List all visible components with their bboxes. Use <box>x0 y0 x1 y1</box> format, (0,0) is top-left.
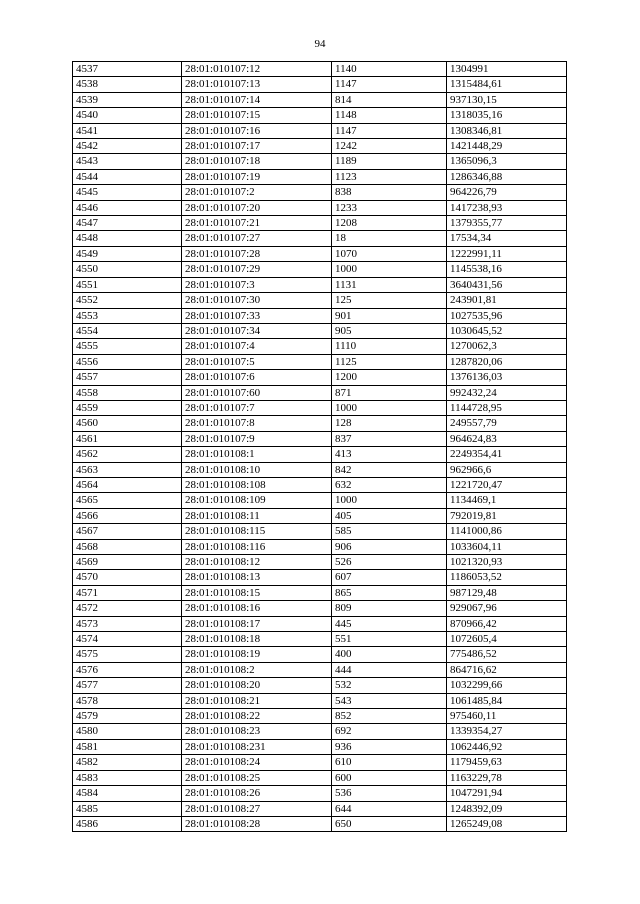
area-cell: 128 <box>332 416 447 431</box>
table-row <box>73 739 567 754</box>
table-row <box>73 539 567 554</box>
area-cell: 1147 <box>332 123 447 138</box>
row-number-cell: 4562 <box>73 447 182 462</box>
value-cell: 1421448,29 <box>447 139 567 154</box>
value-cell: 2249354,41 <box>447 447 567 462</box>
cadastral-number-cell: 28:01:010107:4 <box>182 339 332 354</box>
area-cell: 814 <box>332 92 447 107</box>
value-cell: 962966,6 <box>447 462 567 477</box>
row-number-cell: 4572 <box>73 601 182 616</box>
value-cell: 1033604,11 <box>447 539 567 554</box>
table-row <box>73 431 567 446</box>
cadastral-number-cell: 28:01:010108:2 <box>182 662 332 677</box>
cadastral-number-cell: 28:01:010107:9 <box>182 431 332 446</box>
page-number: 94 <box>314 38 326 50</box>
cadastral-number-cell: 28:01:010108:1 <box>182 447 332 462</box>
area-cell: 1125 <box>332 354 447 369</box>
cadastral-number-cell: 28:01:010108:10 <box>182 462 332 477</box>
value-cell: 1061485,84 <box>447 693 567 708</box>
row-number-cell: 4573 <box>73 616 182 631</box>
cadastral-number-cell: 28:01:010107:30 <box>182 293 332 308</box>
value-cell: 1417238,93 <box>447 200 567 215</box>
table-row <box>73 724 567 739</box>
row-number-cell: 4537 <box>73 62 182 77</box>
area-cell: 1070 <box>332 246 447 261</box>
value-cell: 1270062,3 <box>447 339 567 354</box>
cadastral-number-cell: 28:01:010107:15 <box>182 108 332 123</box>
table-row <box>73 62 567 77</box>
value-cell: 1265249,08 <box>447 816 567 831</box>
value-cell: 1315484,61 <box>447 77 567 92</box>
cadastral-number-cell: 28:01:010108:108 <box>182 477 332 492</box>
table-row <box>73 108 567 123</box>
table-row <box>73 555 567 570</box>
area-cell: 536 <box>332 786 447 801</box>
row-number-cell: 4551 <box>73 277 182 292</box>
value-cell: 1222991,11 <box>447 246 567 261</box>
row-number-cell: 4540 <box>73 108 182 123</box>
value-cell: 1072605,4 <box>447 632 567 647</box>
row-number-cell: 4568 <box>73 539 182 554</box>
cadastral-number-cell: 28:01:010108:12 <box>182 555 332 570</box>
row-number-cell: 4564 <box>73 477 182 492</box>
cadastral-number-cell: 28:01:010108:15 <box>182 585 332 600</box>
cadastral-number-cell: 28:01:010108:26 <box>182 786 332 801</box>
table-row <box>73 231 567 246</box>
row-number-cell: 4563 <box>73 462 182 477</box>
table-row <box>73 662 567 677</box>
value-cell: 1287820,06 <box>447 354 567 369</box>
row-number-cell: 4553 <box>73 308 182 323</box>
area-cell: 1000 <box>332 493 447 508</box>
row-number-cell: 4538 <box>73 77 182 92</box>
value-cell: 243901,81 <box>447 293 567 308</box>
table-row <box>73 678 567 693</box>
value-cell: 975460,11 <box>447 709 567 724</box>
value-cell: 1248392,09 <box>447 801 567 816</box>
value-cell: 1308346,81 <box>447 123 567 138</box>
cadastral-number-cell: 28:01:010107:6 <box>182 370 332 385</box>
cadastral-number-cell: 28:01:010108:22 <box>182 709 332 724</box>
table-row <box>73 693 567 708</box>
row-number-cell: 4549 <box>73 246 182 261</box>
row-number-cell: 4581 <box>73 739 182 754</box>
cadastral-number-cell: 28:01:010107:2 <box>182 185 332 200</box>
row-number-cell: 4584 <box>73 786 182 801</box>
row-number-cell: 4547 <box>73 216 182 231</box>
cadastral-number-cell: 28:01:010107:17 <box>182 139 332 154</box>
cadastral-number-cell: 28:01:010107:16 <box>182 123 332 138</box>
value-cell: 775486,52 <box>447 647 567 662</box>
table-row <box>73 293 567 308</box>
area-cell: 1200 <box>332 370 447 385</box>
cadastral-number-cell: 28:01:010107:29 <box>182 262 332 277</box>
area-cell: 607 <box>332 570 447 585</box>
value-cell: 864716,62 <box>447 662 567 677</box>
cadastral-number-cell: 28:01:010108:116 <box>182 539 332 554</box>
cadastral-number-cell: 28:01:010107:20 <box>182 200 332 215</box>
table-row <box>73 770 567 785</box>
row-number-cell: 4539 <box>73 92 182 107</box>
area-cell: 600 <box>332 770 447 785</box>
value-cell: 1163229,78 <box>447 770 567 785</box>
value-cell: 1179459,63 <box>447 755 567 770</box>
area-cell: 413 <box>332 447 447 462</box>
area-cell: 1140 <box>332 62 447 77</box>
cadastral-number-cell: 28:01:010108:17 <box>182 616 332 631</box>
value-cell: 1141000,86 <box>447 524 567 539</box>
row-number-cell: 4550 <box>73 262 182 277</box>
row-number-cell: 4580 <box>73 724 182 739</box>
table-row <box>73 524 567 539</box>
table-row <box>73 339 567 354</box>
table-row <box>73 632 567 647</box>
table-row <box>73 169 567 184</box>
area-cell: 1000 <box>332 262 447 277</box>
area-cell: 809 <box>332 601 447 616</box>
table-row <box>73 216 567 231</box>
area-cell: 905 <box>332 323 447 338</box>
area-cell: 901 <box>332 308 447 323</box>
area-cell: 1110 <box>332 339 447 354</box>
cadastral-number-cell: 28:01:010107:19 <box>182 169 332 184</box>
area-cell: 838 <box>332 185 447 200</box>
table-row <box>73 647 567 662</box>
table-row <box>73 370 567 385</box>
value-cell: 1021320,93 <box>447 555 567 570</box>
table-row <box>73 786 567 801</box>
table-row <box>73 262 567 277</box>
row-number-cell: 4574 <box>73 632 182 647</box>
value-cell: 1134469,1 <box>447 493 567 508</box>
cadastral-number-cell: 28:01:010107:14 <box>182 92 332 107</box>
area-cell: 585 <box>332 524 447 539</box>
table-row <box>73 92 567 107</box>
cadastral-number-cell: 28:01:010107:5 <box>182 354 332 369</box>
cadastral-number-cell: 28:01:010108:18 <box>182 632 332 647</box>
value-cell: 3640431,56 <box>447 277 567 292</box>
row-number-cell: 4558 <box>73 385 182 400</box>
table-row <box>73 416 567 431</box>
cadastral-number-cell: 28:01:010107:3 <box>182 277 332 292</box>
value-cell: 987129,48 <box>447 585 567 600</box>
table-row <box>73 400 567 415</box>
cadastral-number-cell: 28:01:010108:16 <box>182 601 332 616</box>
value-cell: 1376136,03 <box>447 370 567 385</box>
area-cell: 692 <box>332 724 447 739</box>
value-cell: 17534,34 <box>447 231 567 246</box>
area-cell: 18 <box>332 231 447 246</box>
table-row <box>73 477 567 492</box>
table-row <box>73 139 567 154</box>
area-cell: 1242 <box>332 139 447 154</box>
cadastral-number-cell: 28:01:010108:25 <box>182 770 332 785</box>
value-cell: 870966,42 <box>447 616 567 631</box>
table-row <box>73 447 567 462</box>
cadastral-number-cell: 28:01:010108:231 <box>182 739 332 754</box>
cadastral-table <box>72 61 567 832</box>
area-cell: 1147 <box>332 77 447 92</box>
row-number-cell: 4577 <box>73 678 182 693</box>
row-number-cell: 4548 <box>73 231 182 246</box>
row-number-cell: 4544 <box>73 169 182 184</box>
value-cell: 1379355,77 <box>447 216 567 231</box>
cadastral-number-cell: 28:01:010107:13 <box>182 77 332 92</box>
value-cell: 1030645,52 <box>447 323 567 338</box>
cadastral-number-cell: 28:01:010107:18 <box>182 154 332 169</box>
table-row <box>73 277 567 292</box>
row-number-cell: 4543 <box>73 154 182 169</box>
table-body <box>73 62 567 832</box>
value-cell: 992432,24 <box>447 385 567 400</box>
row-number-cell: 4567 <box>73 524 182 539</box>
table-row <box>73 616 567 631</box>
value-cell: 1286346,88 <box>447 169 567 184</box>
cadastral-number-cell: 28:01:010107:21 <box>182 216 332 231</box>
area-cell: 1123 <box>332 169 447 184</box>
area-cell: 445 <box>332 616 447 631</box>
row-number-cell: 4542 <box>73 139 182 154</box>
table-row <box>73 601 567 616</box>
area-cell: 551 <box>332 632 447 647</box>
table-row <box>73 801 567 816</box>
value-cell: 1144728,95 <box>447 400 567 415</box>
row-number-cell: 4569 <box>73 555 182 570</box>
row-number-cell: 4570 <box>73 570 182 585</box>
row-number-cell: 4560 <box>73 416 182 431</box>
value-cell: 1145538,16 <box>447 262 567 277</box>
value-cell: 1221720,47 <box>447 477 567 492</box>
cadastral-number-cell: 28:01:010108:21 <box>182 693 332 708</box>
value-cell: 249557,79 <box>447 416 567 431</box>
area-cell: 837 <box>332 431 447 446</box>
cadastral-number-cell: 28:01:010107:27 <box>182 231 332 246</box>
table-row <box>73 185 567 200</box>
row-number-cell: 4582 <box>73 755 182 770</box>
row-number-cell: 4552 <box>73 293 182 308</box>
row-number-cell: 4565 <box>73 493 182 508</box>
row-number-cell: 4571 <box>73 585 182 600</box>
value-cell: 1186053,52 <box>447 570 567 585</box>
row-number-cell: 4576 <box>73 662 182 677</box>
cadastral-number-cell: 28:01:010108:24 <box>182 755 332 770</box>
table-row <box>73 585 567 600</box>
row-number-cell: 4554 <box>73 323 182 338</box>
cadastral-number-cell: 28:01:010108:109 <box>182 493 332 508</box>
cadastral-number-cell: 28:01:010108:115 <box>182 524 332 539</box>
row-number-cell: 4578 <box>73 693 182 708</box>
area-cell: 632 <box>332 477 447 492</box>
row-number-cell: 4541 <box>73 123 182 138</box>
row-number-cell: 4566 <box>73 508 182 523</box>
value-cell: 1027535,96 <box>447 308 567 323</box>
table-row <box>73 354 567 369</box>
area-cell: 1148 <box>332 108 447 123</box>
cadastral-number-cell: 28:01:010108:11 <box>182 508 332 523</box>
area-cell: 1233 <box>332 200 447 215</box>
table-row <box>73 308 567 323</box>
row-number-cell: 4545 <box>73 185 182 200</box>
area-cell: 871 <box>332 385 447 400</box>
area-cell: 610 <box>332 755 447 770</box>
area-cell: 650 <box>332 816 447 831</box>
table-row <box>73 493 567 508</box>
area-cell: 125 <box>332 293 447 308</box>
cadastral-number-cell: 28:01:010107:34 <box>182 323 332 338</box>
row-number-cell: 4586 <box>73 816 182 831</box>
table-row <box>73 709 567 724</box>
row-number-cell: 4579 <box>73 709 182 724</box>
value-cell: 1365096,3 <box>447 154 567 169</box>
value-cell: 929067,96 <box>447 601 567 616</box>
cadastral-number-cell: 28:01:010107:33 <box>182 308 332 323</box>
cadastral-number-cell: 28:01:010108:20 <box>182 678 332 693</box>
area-cell: 906 <box>332 539 447 554</box>
row-number-cell: 4561 <box>73 431 182 446</box>
cadastral-number-cell: 28:01:010108:19 <box>182 647 332 662</box>
table-row <box>73 123 567 138</box>
row-number-cell: 4575 <box>73 647 182 662</box>
area-cell: 936 <box>332 739 447 754</box>
cadastral-number-cell: 28:01:010107:12 <box>182 62 332 77</box>
area-cell: 1208 <box>332 216 447 231</box>
area-cell: 865 <box>332 585 447 600</box>
row-number-cell: 4556 <box>73 354 182 369</box>
area-cell: 400 <box>332 647 447 662</box>
area-cell: 532 <box>332 678 447 693</box>
area-cell: 842 <box>332 462 447 477</box>
value-cell: 937130,15 <box>447 92 567 107</box>
table-row <box>73 462 567 477</box>
table-row <box>73 755 567 770</box>
table-row <box>73 816 567 831</box>
area-cell: 444 <box>332 662 447 677</box>
value-cell: 1339354,27 <box>447 724 567 739</box>
row-number-cell: 4559 <box>73 400 182 415</box>
cadastral-number-cell: 28:01:010108:27 <box>182 801 332 816</box>
table-row <box>73 508 567 523</box>
table-row <box>73 77 567 92</box>
row-number-cell: 4546 <box>73 200 182 215</box>
value-cell: 1318035,16 <box>447 108 567 123</box>
value-cell: 1304991 <box>447 62 567 77</box>
cadastral-number-cell: 28:01:010108:28 <box>182 816 332 831</box>
row-number-cell: 4585 <box>73 801 182 816</box>
row-number-cell: 4583 <box>73 770 182 785</box>
value-cell: 1047291,94 <box>447 786 567 801</box>
area-cell: 405 <box>332 508 447 523</box>
table-row <box>73 385 567 400</box>
area-cell: 852 <box>332 709 447 724</box>
value-cell: 964624,83 <box>447 431 567 446</box>
area-cell: 644 <box>332 801 447 816</box>
table-row <box>73 570 567 585</box>
area-cell: 526 <box>332 555 447 570</box>
area-cell: 1131 <box>332 277 447 292</box>
value-cell: 1032299,66 <box>447 678 567 693</box>
row-number-cell: 4555 <box>73 339 182 354</box>
area-cell: 1189 <box>332 154 447 169</box>
cadastral-number-cell: 28:01:010108:23 <box>182 724 332 739</box>
cadastral-number-cell: 28:01:010107:60 <box>182 385 332 400</box>
value-cell: 964226,79 <box>447 185 567 200</box>
cadastral-number-cell: 28:01:010108:13 <box>182 570 332 585</box>
area-cell: 1000 <box>332 400 447 415</box>
table-row <box>73 154 567 169</box>
table-row <box>73 246 567 261</box>
cadastral-number-cell: 28:01:010107:28 <box>182 246 332 261</box>
cadastral-number-cell: 28:01:010107:8 <box>182 416 332 431</box>
row-number-cell: 4557 <box>73 370 182 385</box>
table-row <box>73 200 567 215</box>
value-cell: 792019,81 <box>447 508 567 523</box>
cadastral-number-cell: 28:01:010107:7 <box>182 400 332 415</box>
table-row <box>73 323 567 338</box>
value-cell: 1062446,92 <box>447 739 567 754</box>
area-cell: 543 <box>332 693 447 708</box>
